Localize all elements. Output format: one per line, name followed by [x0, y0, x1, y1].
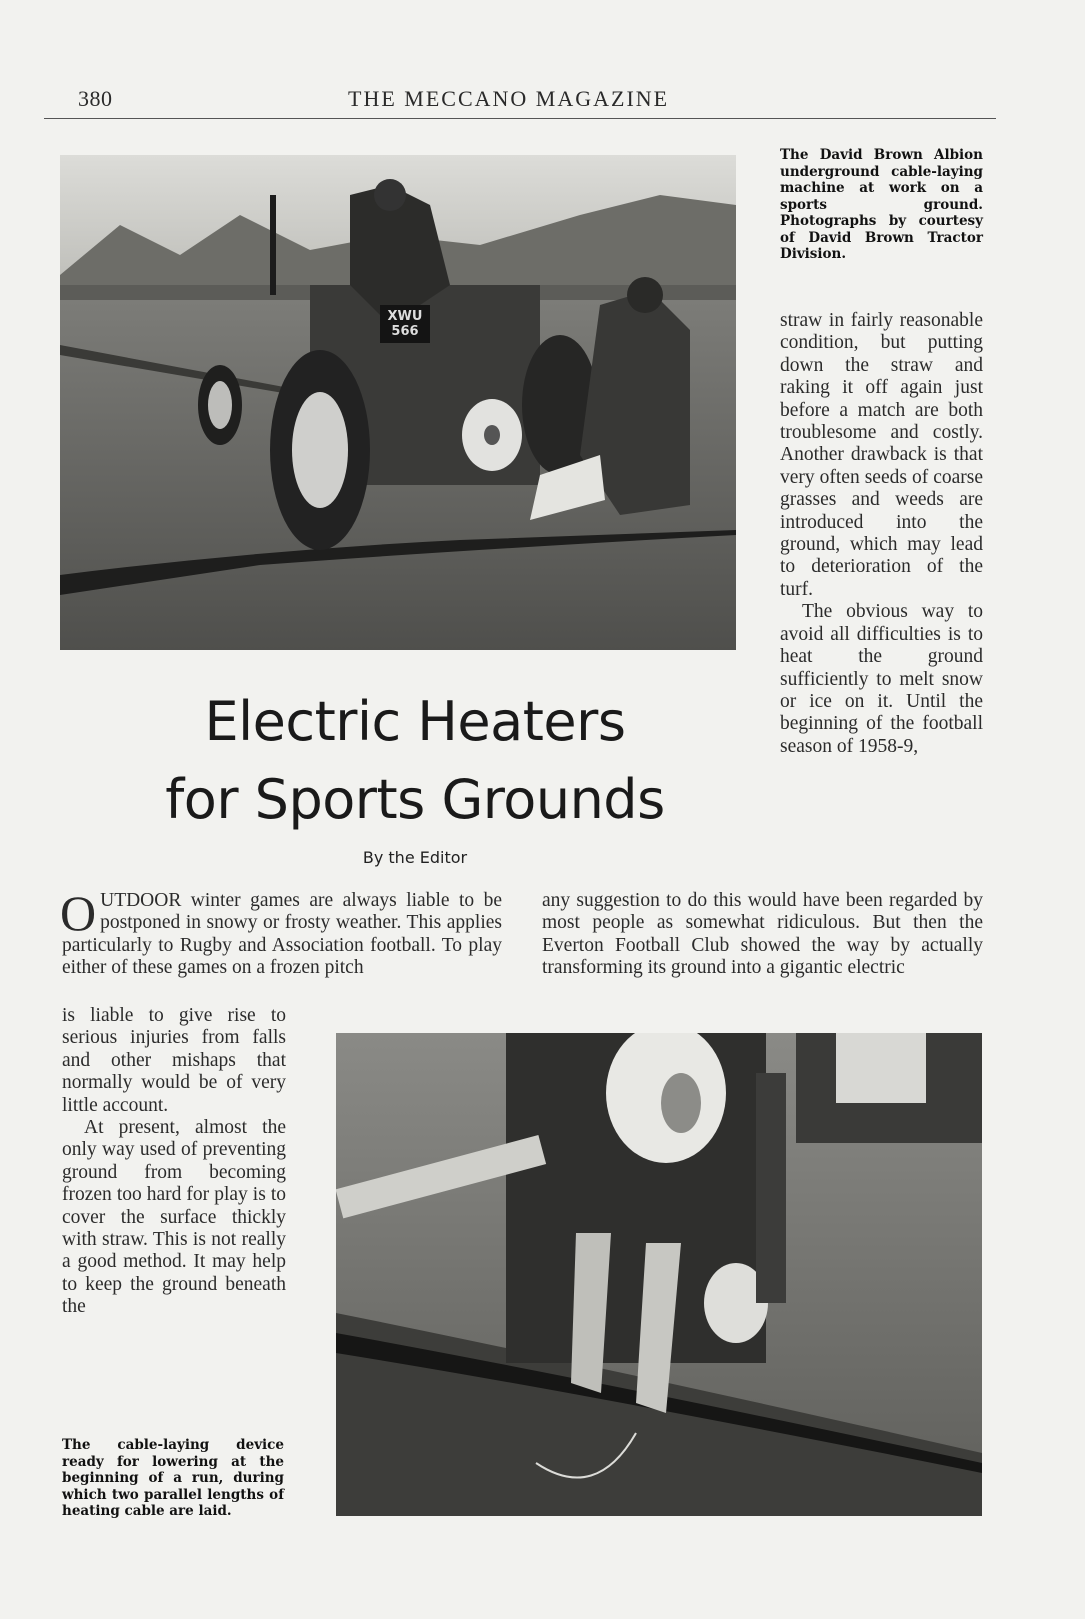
- photo-cable-laying-device: [336, 1033, 982, 1516]
- photo-tractor-cable-layer: [60, 155, 736, 650]
- article-opening-text: UTDOOR winter games are always liable to be postponed in snowy or frosty weather. This applies particularly to Rugby and Association football. To play either of these games on a frozen pitch: [62, 890, 502, 979]
- article-column-right-upper: [780, 310, 983, 758]
- article-column-left-upper: [60, 885, 502, 980]
- registration-plate-line1: XWU: [387, 309, 423, 324]
- caption-top: The David Brown Albion underground cable-laying machine at work on a sports ground. Photographs by courtesy of David Brown Tractor Division.: [780, 147, 983, 262]
- article-column-mid-upper: any suggestion to do this would have been regarded by most people as somewhat ridiculous. But then the Everton Football Club showed the way by actually transforming its ground into a gigantic electric: [542, 890, 983, 979]
- caption-bottom: The cable-laying device ready for lowering at the beginning of a run, during which two parallel lengths of heating cable are laid.: [62, 1437, 284, 1519]
- article-paragraph: At present, almost the only way used of preventing ground from becoming frozen too hard for play is to cover the surface thickly with straw. This is not really a good method. It may help to keep the ground beneath the: [62, 1117, 286, 1318]
- article-paragraph: is liable to give rise to serious injuries from falls and other mishaps that normally would be of very little account.: [62, 1005, 286, 1116]
- byline: By the Editor: [362, 848, 468, 867]
- registration-plate-line2: 566: [391, 324, 419, 339]
- headline-line-1: Electric Heaters: [204, 690, 626, 753]
- header-rule: [44, 118, 996, 119]
- magazine-title: THE MECCANO MAGAZINE: [348, 86, 670, 111]
- article-paragraph: The obvious way to avoid all difficulties is to heat the ground sufficiently to melt snow or ice on it. Until the beginning of the football season of 1958-9,: [780, 601, 983, 757]
- article-column-left-lower: [62, 1005, 286, 1319]
- drop-cap: O: [60, 885, 97, 941]
- page-number: 380: [78, 86, 113, 111]
- headline-line-2: for Sports Grounds: [165, 768, 665, 831]
- article-paragraph: straw in fairly reasonable condition, but putting down the straw and raking it off again just before a match are both troublesome and costly. Another drawback is that very often seeds of coarse grasses and weeds are introduced into the ground, which may lead to deterioration of the turf.: [780, 310, 983, 600]
